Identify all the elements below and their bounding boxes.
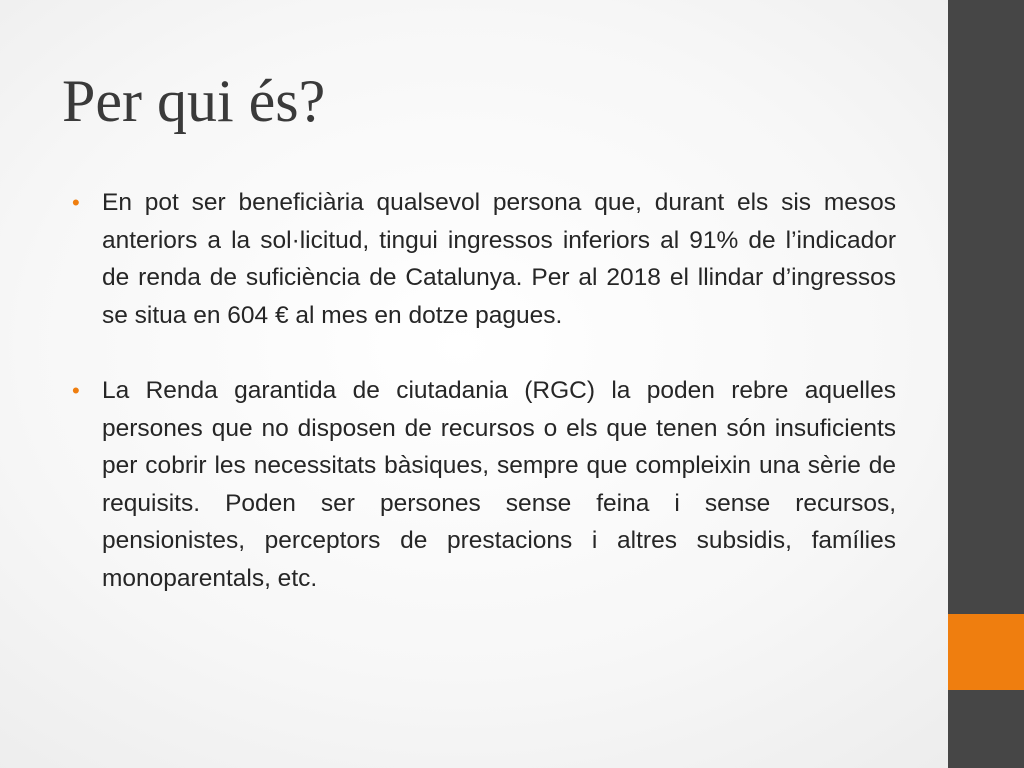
slide-title: Per qui és? [62, 68, 326, 134]
bullet-dot-icon: • [72, 190, 80, 215]
bullet-dot-icon: • [72, 378, 80, 403]
bullet-item [72, 184, 896, 334]
bullet-list [72, 184, 896, 635]
bullet-item [72, 372, 896, 597]
bullet-text: La Renda garantida de ciutadania (RGC) la poden rebre aquelles persones que no disposen de recursos o els que tenen són insuficients per cobrir les necessitats bàsiques, sempre que compleixin una sèrie de requisits. Poden ser persones sense feina i sense recursos, pensionistes, perceptors de prestacions i altres subsidis, famílies monoparentals, etc. [102, 377, 896, 592]
bullet-text: En pot ser beneficiària qualsevol persona que, durant els sis mesos anteriors a la sol·licitud, tingui ingressos inferiors al 91% de l’indicador de renda de suficiència de Catalunya. Per al 2018 el llindar d’ingressos se situa en 604 € al mes en dotze pagues. [102, 189, 896, 329]
side-accent-block [948, 614, 1024, 690]
